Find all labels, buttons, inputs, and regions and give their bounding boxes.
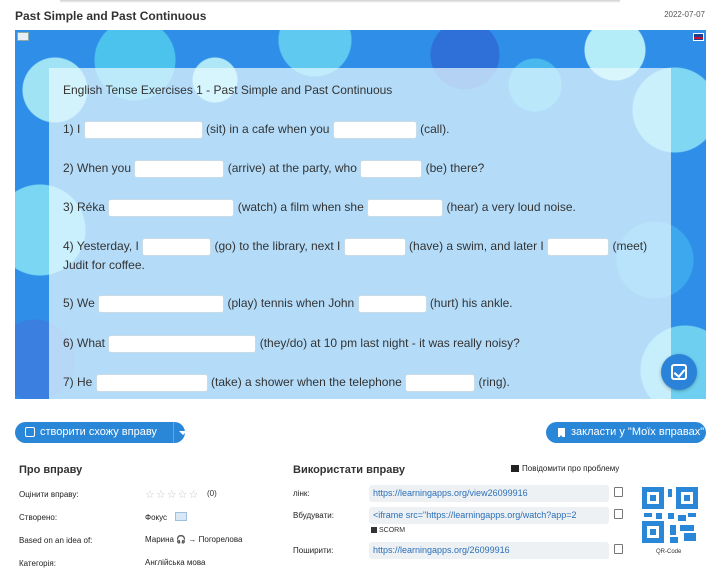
qr-code[interactable] [640, 485, 700, 545]
create-similar-label: створити схожу вправу [40, 426, 157, 438]
question-number: 6) What [63, 336, 106, 350]
embed-field[interactable]: <iframe src="https://learningapps.org/watch?app=2 [369, 507, 609, 524]
check-icon [671, 364, 687, 380]
create-similar-button[interactable] [15, 422, 185, 443]
about-title: Про вправу [19, 464, 83, 476]
question-text: (arrive) at the party, who [227, 161, 357, 175]
exercise-heading: English Tense Exercises 1 - Past Simple and Past Continuous [63, 83, 393, 97]
share-field[interactable]: https://learningapps.org/26099916 [369, 542, 609, 559]
answer-gap[interactable] [547, 238, 609, 256]
question-text: (play) tennis when John [227, 296, 355, 310]
link-label: лінк: [293, 489, 310, 498]
category-value[interactable]: Англійська мова [145, 558, 206, 567]
question-1 [63, 120, 663, 139]
exercise-panel [49, 68, 671, 399]
scorm-link[interactable] [371, 527, 405, 534]
question-text: (meet) [612, 239, 648, 253]
mail-icon[interactable] [175, 512, 187, 521]
use-title: Використати вправу [293, 464, 405, 476]
answer-gap[interactable] [108, 335, 256, 353]
bookmark-button[interactable] [546, 422, 706, 443]
question-text: (they/do) at 10 pm last night - it was really noisy? [259, 336, 520, 350]
button-divider [173, 422, 174, 443]
question-text: (go) to the library, next I [214, 239, 341, 253]
created-label: Створено: [19, 513, 58, 522]
copy-icon[interactable] [614, 509, 623, 519]
uk-flag-icon[interactable] [693, 33, 704, 41]
question-text: (call). [420, 122, 450, 136]
rate-label: Оцінити вправу: [19, 490, 79, 499]
question-number: 3) Réka [63, 200, 106, 214]
date-label: 2022-07-07 [664, 10, 705, 19]
answer-gap[interactable] [142, 238, 211, 256]
question-text: (ring). [478, 375, 510, 389]
answer-gap[interactable] [108, 199, 234, 217]
question-2 [63, 159, 663, 178]
question-text: (be) there? [425, 161, 485, 175]
question-6 [63, 334, 663, 353]
answer-gap[interactable] [333, 121, 417, 139]
answer-gap[interactable] [405, 374, 475, 392]
question-text: Judit for coffee. [63, 258, 145, 272]
flag-icon [511, 465, 519, 472]
bookmark-label: закласти у "Моїх вправах" [571, 426, 705, 438]
star-icon[interactable]: ☆ [188, 489, 200, 501]
top-shadow [60, 0, 620, 3]
idea-label: Based on an idea of: [19, 536, 93, 545]
copy-icon[interactable] [614, 544, 623, 554]
save-icon [371, 527, 377, 533]
answer-gap[interactable] [360, 160, 422, 178]
author-link[interactable]: Фокус [145, 513, 168, 522]
answer-gap[interactable] [367, 199, 443, 217]
answer-gap[interactable] [358, 295, 427, 313]
rating-stars[interactable] [145, 488, 199, 501]
question-3 [63, 198, 663, 217]
answer-gap[interactable] [84, 121, 203, 139]
question-text: (hurt) his ankle. [429, 296, 513, 310]
star-icon[interactable]: ☆ [166, 489, 178, 501]
report-label: Повідомити про проблему [522, 464, 620, 473]
answer-gap[interactable] [134, 160, 224, 178]
link-field[interactable]: https://learningapps.org/view26099916 [369, 485, 609, 502]
report-problem-link[interactable] [511, 464, 619, 473]
answer-gap[interactable] [98, 295, 224, 313]
scorm-label: SCORM [379, 527, 406, 534]
question-number: 5) We [63, 296, 95, 310]
question-number: 1) I [63, 122, 81, 136]
language-flag-icon[interactable] [17, 32, 29, 41]
top-bar [0, 0, 711, 30]
pen-icon [25, 427, 35, 437]
question-4 [63, 237, 663, 275]
question-text: (have) a swim, and later I [409, 239, 544, 253]
qr-code-label: QR-Code [656, 549, 682, 555]
answer-gap[interactable] [96, 374, 208, 392]
question-number: 2) When you [63, 161, 132, 175]
category-label: Категорія: [19, 559, 56, 568]
exercise-stage [15, 30, 706, 399]
rating-count: (0) [207, 489, 217, 498]
question-text: (watch) a film when she [237, 200, 364, 214]
question-number: 4) Yesterday, I [63, 239, 139, 253]
page-title: Past Simple and Past Continuous [15, 9, 207, 23]
check-answers-button[interactable] [661, 354, 697, 390]
bookmark-icon [558, 428, 565, 437]
question-7 [63, 373, 663, 392]
embed-label: Вбудувати: [293, 511, 334, 520]
copy-icon[interactable] [614, 487, 623, 497]
created-value-row [145, 512, 187, 522]
star-icon[interactable]: ☆ [177, 489, 189, 501]
question-text: (sit) in a cafe when you [206, 122, 330, 136]
question-5 [63, 294, 663, 313]
idea-value[interactable]: Марина 🎧 → Погорелова [145, 535, 243, 544]
share-label: Поширити: [293, 546, 334, 555]
chevron-down-icon[interactable] [179, 431, 187, 435]
answer-gap[interactable] [344, 238, 406, 256]
question-text: (hear) a very loud noise. [446, 200, 576, 214]
question-number: 7) He [63, 375, 93, 389]
star-icon[interactable]: ☆ [145, 489, 156, 501]
star-icon[interactable]: ☆ [155, 489, 167, 501]
question-text: (take) a shower when the telephone [211, 375, 402, 389]
